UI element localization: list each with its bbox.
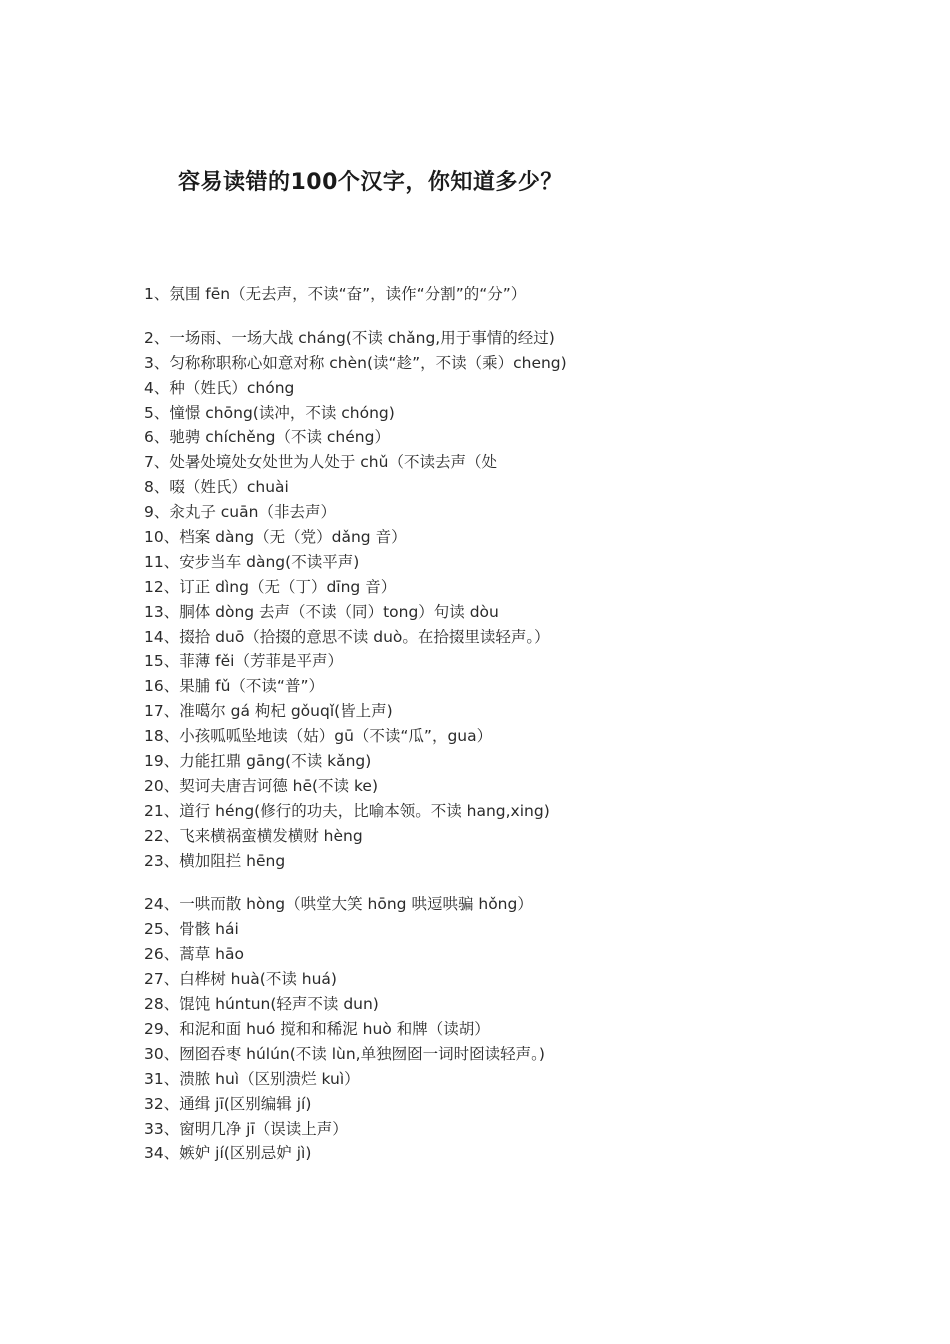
list-item: 2、一场雨、一场大战 cháng(不读 chǎng,用于事情的经过) <box>144 328 555 347</box>
list-item: 28、馄饨 húntun(轻声不读 dun) <box>144 995 379 1014</box>
list-item: 11、安步当车 dàng(不读平声) <box>144 552 360 571</box>
list-item: 9、汆丸子 cuān（非去声） <box>144 503 336 522</box>
list-item: 12、订正 dìng（无（丁）dīng 音） <box>144 577 397 596</box>
list-item: 5、憧憬 chōng(读冲，不读 chóng) <box>144 403 395 422</box>
list-item: 20、契诃夫唐吉诃德 hē(不读 ke) <box>144 776 378 795</box>
list-item: 22、飞来横祸蛮横发横财 hèng <box>144 826 363 845</box>
list-item: 7、处暑处境处女处世为人处于 chǔ（不读去声（处 <box>144 453 497 472</box>
list-item: 16、果脯 fǔ（不读“普”） <box>144 677 324 696</box>
list-item: 31、溃脓 huì（区别溃烂 kuì） <box>144 1069 360 1088</box>
list-item: 14、掇拾 duō（拾掇的意思不读 duò。在拾掇里读轻声。） <box>144 627 550 646</box>
list-item: 3、匀称称职称心如意对称 chèn(读“趁”，不读（乘）cheng) <box>144 353 567 372</box>
list-item: 26、蒿草 hāo <box>144 945 244 964</box>
list-item: 29、和泥和面 huó 搅和和稀泥 huò 和牌（读胡） <box>144 1019 490 1038</box>
list-item: 19、力能扛鼎 gāng(不读 kǎng) <box>144 752 372 771</box>
entry-list <box>144 282 904 1166</box>
list-item: 18、小孩呱呱坠地读（姑）gū（不读“瓜”，gua） <box>144 727 493 746</box>
list-item: 15、菲薄 fěi（芳菲是平声） <box>144 652 343 671</box>
list-item: 21、道行 héng(修行的功夫，比喻本领。不读 hang,xing) <box>144 801 550 820</box>
list-item: 30、囫囵吞枣 húlún(不读 lùn,单独囫囵一词时囵读轻声。) <box>144 1044 545 1063</box>
list-item: 8、啜（姓氏）chuài <box>144 478 289 497</box>
list-item: 23、横加阻拦 hēng <box>144 851 286 870</box>
list-item: 10、档案 dàng（无（党）dǎng 音） <box>144 528 407 547</box>
list-item: 34、嫉妒 jí(区别忌妒 jì) <box>144 1144 312 1163</box>
list-item: 13、胴体 dòng 去声（不读（同）tong）句读 dòu <box>144 602 499 621</box>
list-item: 33、窗明几净 jī（误读上声） <box>144 1119 348 1138</box>
list-item: 4、种（姓氏）chóng <box>144 378 295 397</box>
list-item: 17、准噶尔 gá 枸杞 gǒuqǐ(皆上声) <box>144 702 393 721</box>
document-title: 容易读错的100个汉字，你知道多少？ <box>178 170 563 195</box>
list-item: 24、一哄而散 hòng（哄堂大笑 hōng 哄逗哄骗 hǒng） <box>144 895 533 914</box>
list-item: 27、白桦树 huà(不读 huá) <box>144 970 337 989</box>
list-item: 32、通缉 jī(区别编辑 jí) <box>144 1094 312 1113</box>
list-item: 25、骨骸 hái <box>144 920 239 939</box>
list-item: 6、驰骋 chíchěng（不读 chéng） <box>144 428 390 447</box>
list-item: 1、氛围 fēn（无去声，不读“奋”，读作“分割”的“分”） <box>144 285 527 303</box>
